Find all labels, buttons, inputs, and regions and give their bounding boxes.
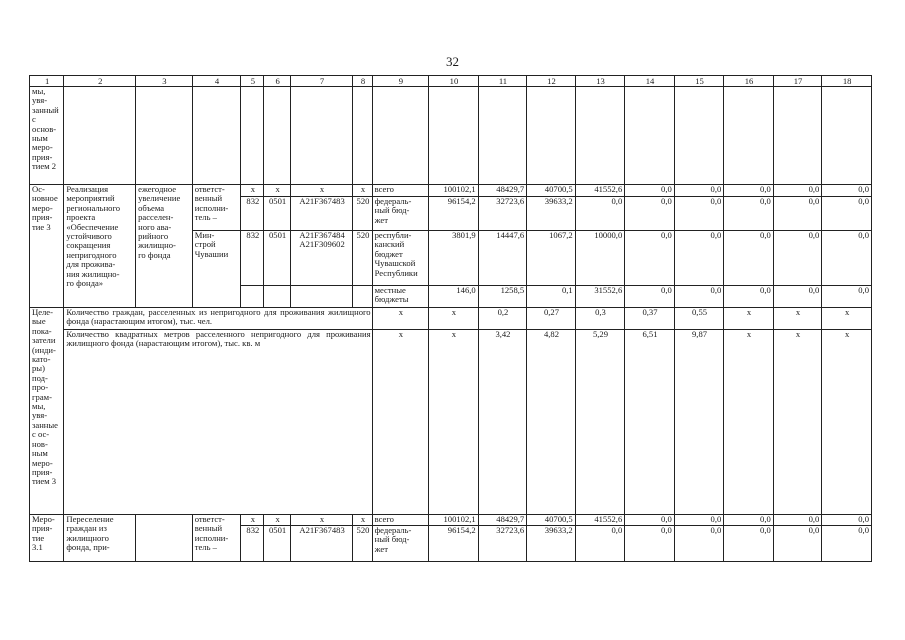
table-cell: 146,0 [429,286,479,308]
table-cell: 96154,2 [429,197,479,231]
column-number: 10 [429,76,479,87]
table-cell: 0,0 [822,515,872,526]
table-cell: 0,0 [674,286,724,308]
indicator-value: 5,29 [575,330,625,515]
indicator-value: 0,2 [478,308,527,330]
table-cell: 41552,6 [575,185,625,197]
column-number: 18 [822,76,872,87]
table-cell: 0,0 [773,185,822,197]
column-number: 6 [264,76,290,87]
table-cell: x [264,515,290,526]
column-number: 15 [674,76,724,87]
indicator-value: 0,37 [625,308,675,330]
table-cell: 40700,5 [527,185,576,197]
header-row [30,76,872,87]
indicator-name: Количество квадратных метров расселенного непригодного для проживания жилищного фонда (нарастающим итогом), тыс. кв. м [64,330,372,515]
table-cell: 0,0 [724,515,774,526]
table-cell: 0501 [264,526,290,562]
table-cell: 0,0 [773,286,822,308]
indicator-value: x [429,308,479,330]
table-cell: 0,0 [724,526,774,562]
table-cell: 0,0 [822,197,872,231]
indicator-value: 0,27 [527,308,576,330]
table-cell [822,87,872,185]
indicator-value: 6,51 [625,330,675,515]
column-number: 11 [478,76,527,87]
table-cell: 520 [353,526,372,562]
table-cell: 0,0 [625,515,675,526]
page-number: 32 [446,54,459,69]
column-number: 12 [527,76,576,87]
column-number: 7 [290,76,353,87]
table-cell: 1067,2 [527,231,576,286]
indicator-name: Количество граждан, расселенных из непригодного для проживания жилищного фонда (нарастающим итогом), тыс. чел. [64,308,372,330]
table-cell: 100102,1 [429,515,479,526]
table-cell: 520 [353,231,372,286]
indicator-value: x [773,308,822,330]
indicator-value: 4,82 [527,330,576,515]
table-cell [241,87,264,185]
table-cell: A21F367483 [290,526,353,562]
table-cell: 1258,5 [478,286,527,308]
table-cell: 832 [241,526,264,562]
column-number: 2 [64,76,136,87]
table-cell: 0,0 [822,185,872,197]
table-cell: 0,0 [822,526,872,562]
table-cell: всего [372,515,429,526]
table-cell: x [353,185,372,197]
row-label: Целе- вые пока- затели (инди- като- ры) под- про- грам- мы, увя- занные с ос- нов- ным меро- прия- тием 3 [30,308,64,515]
table-cell: местные бюджеты [372,286,429,308]
expected-result [136,515,193,562]
table-cell: 0,0 [724,197,774,231]
table-cell: 0,0 [625,185,675,197]
column-number: 16 [724,76,774,87]
table-cell: x [290,185,353,197]
table-cell: 0,0 [773,526,822,562]
table-row [30,308,872,330]
table-cell [264,286,290,308]
table-cell: 0,0 [625,526,675,562]
table-cell [290,286,353,308]
column-number: 14 [625,76,675,87]
table-cell: x [241,515,264,526]
table-row [30,330,872,515]
table-row [30,87,872,185]
table-cell: x [353,515,372,526]
column-number: 3 [136,76,193,87]
table-cell: 0,0 [625,286,675,308]
table-cell [575,87,625,185]
indicator-value: x [429,330,479,515]
executor: Мин- строй Чувашии [192,231,241,308]
table-cell: 0,0 [674,185,724,197]
table-cell [674,87,724,185]
table-cell: 0,0 [773,515,822,526]
activity-name: Переселение граждан из жилищного фонда, при- [64,515,136,562]
table-cell: 0,0 [724,231,774,286]
column-number: 17 [773,76,822,87]
indicator-value: 9,87 [674,330,724,515]
indicator-value: x [372,308,429,330]
table-cell [64,87,136,185]
table-cell: 41552,6 [575,515,625,526]
table-cell: 0,0 [674,515,724,526]
indicator-value: x [724,330,774,515]
table-cell [353,286,372,308]
indicator-value: x [822,308,872,330]
table-cell: x [241,185,264,197]
table-cell [625,87,675,185]
table-cell: A21F367484 A21F309602 [290,231,353,286]
column-number: 8 [353,76,372,87]
row-label: Ос- новное меро- прия- тие 3 [30,185,64,308]
activity-name: Реализация мероприятий регионального проекта «Обеспечение устойчивого сокращения непригодного для прожива- ния жилищно- го фонда» [64,185,136,308]
table-cell [136,87,193,185]
indicator-value: x [724,308,774,330]
table-cell: 0501 [264,197,290,231]
table-cell: 0,0 [724,286,774,308]
table-cell [241,286,264,308]
column-number: 5 [241,76,264,87]
table-cell [353,87,372,185]
indicator-value: x [773,330,822,515]
indicator-value: x [372,330,429,515]
table-cell: 0,0 [674,231,724,286]
table-cell: федераль- ный бюд- жет [372,526,429,562]
table-cell: 0,0 [822,231,872,286]
table-cell [773,87,822,185]
column-number: 1 [30,76,64,87]
table-cell: 32723,6 [478,526,527,562]
table-cell: 32723,6 [478,197,527,231]
table-cell: 0,0 [575,526,625,562]
executor: ответст- венный исполни- тель – [192,185,241,231]
table-cell: 0,0 [575,197,625,231]
table-cell [290,87,353,185]
table-cell: 39633,2 [527,197,576,231]
table-cell: федераль- ный бюд- жет [372,197,429,231]
table-cell: 0,0 [773,231,822,286]
table-cell: 832 [241,197,264,231]
table-cell: 48429,7 [478,185,527,197]
table-cell: 832 [241,231,264,286]
table-cell: x [264,185,290,197]
table-cell: 0,1 [527,286,576,308]
indicator-value: 3,42 [478,330,527,515]
table-cell: 39633,2 [527,526,576,562]
table-cell: 0,0 [674,197,724,231]
table-cell: 14447,6 [478,231,527,286]
table-cell: 0,0 [724,185,774,197]
table-cell: 0501 [264,231,290,286]
table-cell [372,87,429,185]
indicator-value: 0,3 [575,308,625,330]
table-cell: 96154,2 [429,526,479,562]
table-cell: 48429,7 [478,515,527,526]
table-cell: 40700,5 [527,515,576,526]
table-cell: 31552,6 [575,286,625,308]
table-cell: x [290,515,353,526]
table-cell [264,87,290,185]
table-cell: A21F367483 [290,197,353,231]
table-cell: 0,0 [773,197,822,231]
table-cell: 100102,1 [429,185,479,197]
expected-result: ежегодное увеличение объема расселен- ного ава- рийного жилищно- го фонда [136,185,193,308]
column-number: 4 [192,76,241,87]
indicator-value: 0,55 [674,308,724,330]
table-cell: всего [372,185,429,197]
column-number: 13 [575,76,625,87]
column-number: 9 [372,76,429,87]
table-cell [724,87,774,185]
table-cell: 0,0 [674,526,724,562]
table-cell [478,87,527,185]
table-cell [527,87,576,185]
table-cell: 3801,9 [429,231,479,286]
table-cell: 10000,0 [575,231,625,286]
table-cell: республи- канский бюджет Чувашской Республики [372,231,429,286]
table-cell: 0,0 [625,197,675,231]
executor: ответст- венный исполни- тель – [192,515,241,562]
table-row [30,515,872,526]
table-cell [429,87,479,185]
indicator-value: x [822,330,872,515]
table-cell [192,87,241,185]
program-table [29,75,872,562]
table-cell: 0,0 [822,286,872,308]
table-cell: 0,0 [625,231,675,286]
row-label: мы, увя- занный с основ- ным меро- прия- тием 2 [30,87,64,185]
row-label: Меро- прия- тие 3.1 [30,515,64,562]
table-row [30,185,872,197]
table-cell: 520 [353,197,372,231]
